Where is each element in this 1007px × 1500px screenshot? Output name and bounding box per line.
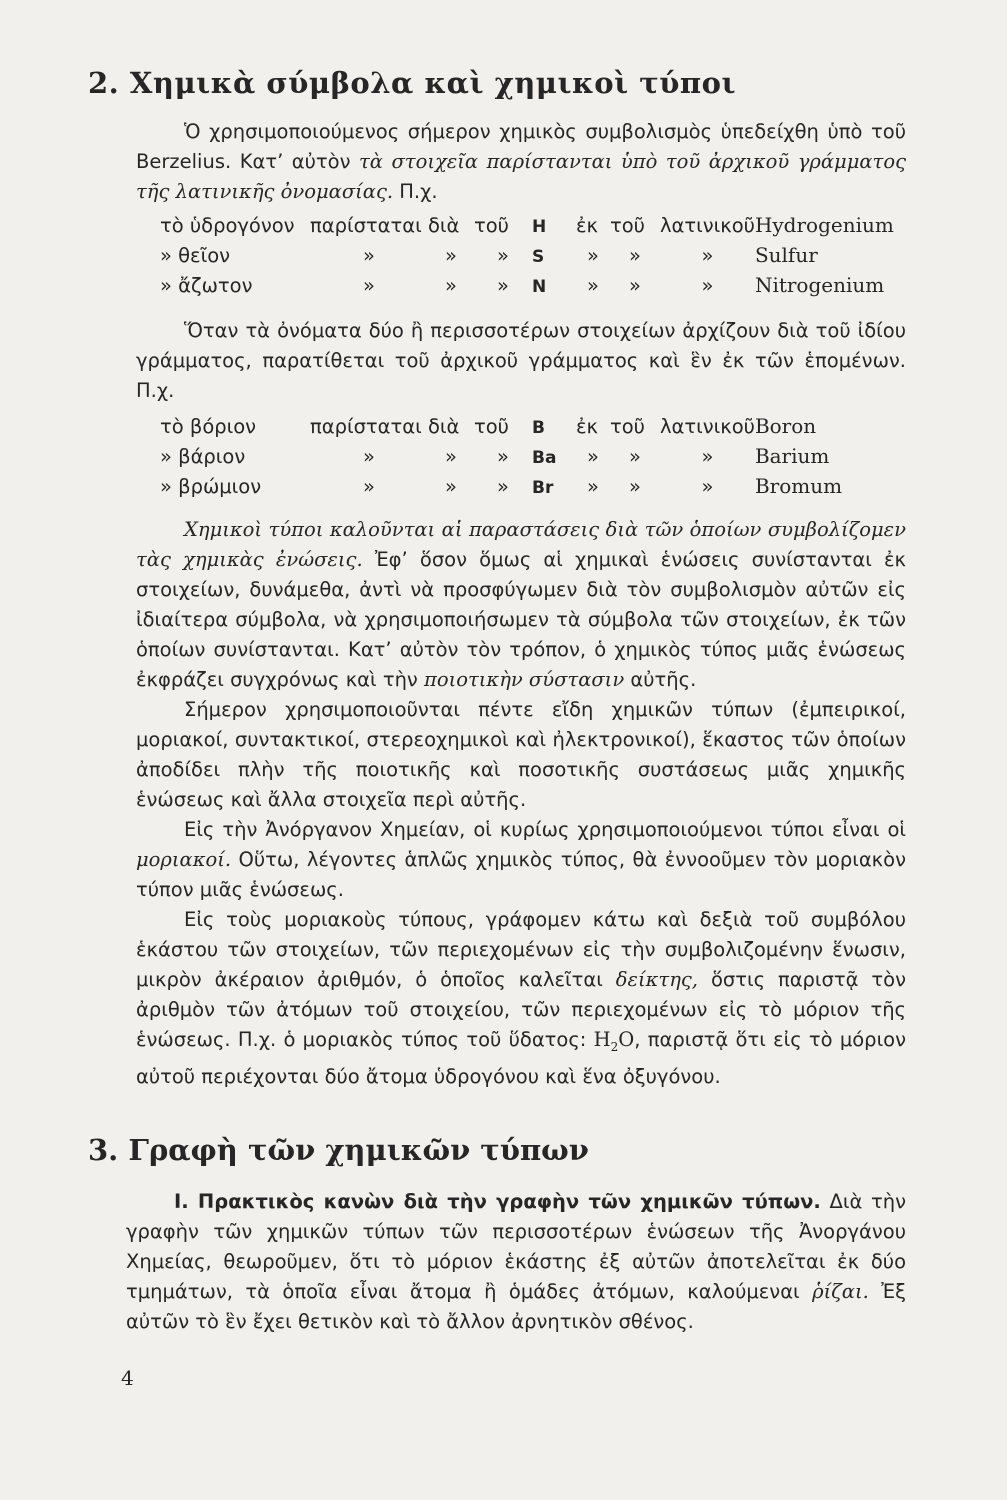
table-cell: » [629,475,641,498]
text-run: Ὁ χρησιμοποιούμενος σήμερον χημικὸς συμβολισμὸς ὑπεδείχθη ὑπὸ τοῦ Berzelius. Κατ’ αὐτὸν [136,120,906,173]
table-cell: » [587,445,599,468]
water-formula [593,1028,635,1054]
paragraph-five-types: Σήμερον χρησιμοποιοῦνται πέντε εἴδη χημικῶν τύπων (ἐμπειρικοί, μοριακοί, συντακτικοί, στερεοχημικοὶ καὶ ἠλεκτρονικοί), ἕκαστος τῶν ὁποίων ἀποδίδει πλὴν τῆς ποιοτικῆς καὶ ποσοτικῆς συστάσεως μιᾶς χημικῆς ἑνώσεως καὶ ἄλλα στοιχεῖα περὶ αὐτῆς. [136,698,906,811]
paragraph-inorganic [136,815,906,905]
table-cell: τοῦ [474,415,509,438]
symbols-table-1 [160,213,894,303]
italic-term: δείκτης, [615,968,699,991]
table-cell: » [701,244,714,267]
italic-definition: Χημικοὶ τύποι καλοῦνται αἱ παραστάσεις διὰ τῶν ὁποίων συμβολίζομεν τὰς χημικὰς ἐνώσεις. [136,518,906,571]
table-cell: » [587,274,599,297]
table-cell: » [363,445,375,468]
symbol-row [160,444,875,474]
latin-name: Barium [754,444,830,468]
italic-term: ῥίζαι. [812,1280,869,1303]
bold-rule-title: Ι. Πρακτικὸς κανὼν διὰ τὴν γραφὴν τῶν χημικῶν τύπων. [174,1190,821,1213]
table-cell: λατινικοῦ [660,214,755,237]
paragraph-text: Ὅταν τὰ ὀνόματα δύο ἢ περισσοτέρων στοιχείων ἀρχίζουν διὰ τοῦ ἰδίου γράμματος, παρατίθεται τοῦ ἀρχικοῦ γράμματος καὶ ἓν ἐκ τῶν ἑπομένων. Π.χ. [136,319,906,402]
formula-subscript: 2 [610,1039,619,1054]
italic-definition: τὰ στοιχεῖα παρίστανται ὑπὸ τοῦ ἀρχικοῦ γράμματος τῆς λατινικῆς ὀνομασίας. [136,150,906,203]
table-cell: ἐκ [576,415,599,438]
element-symbol: B [532,418,545,438]
table-cell: » [587,244,599,267]
latin-name: Hydrogenium [754,213,894,237]
symbol-row [160,414,875,444]
table-cell: » [445,274,457,297]
table-cell: » [629,244,641,267]
table-cell: » [445,475,457,498]
text-run: Διὰ τὴν γραφὴν τῶν χημικῶν τύπων τῶν περισσοτέρων ἑνώσεων τῆς Ἀνοργάνου Χημείας, θεωροῦμεν, ὅτι τὸ μόριον ἑκάστης ἐξ αὐτῶν ἀποτελεῖται ἐκ δύο τμημάτων, τὰ ὁποῖα εἶναι ἄτομα ἢ ὁμάδες ἀτόμων, καλούμεναι [126,1190,906,1303]
table-cell: τὸ ὑδρογόνον [160,214,295,237]
table-cell: » [497,445,509,468]
element-symbol: Ba [532,448,557,468]
element-symbol: H [532,217,547,237]
text-run: Εἰς τοὺς μοριακοὺς τύπους, γράφομεν κάτω καὶ δεξιὰ τοῦ συμβόλου ἑκάστου τῶν στοιχείων, τῶν περιεχομένων εἰς τὴν συμβολιζομένην ἕνωσιν, μικρὸν ἀκέραιον ἀριθμόν, ὁ ὁποῖος καλεῖται [136,908,906,991]
page-number: 4 [121,1366,134,1390]
text-run: Οὕτω, λέγοντες ἁπλῶς χημικὸς τύπος, θὰ ἐννοοῦμεν τὸν μοριακὸν τύπον μιᾶς ἑνώσεως. [136,848,906,901]
paragraph-berzelius [136,117,906,207]
symbol-row [160,273,894,303]
text-run: ὅστις παριστᾷ τὸν ἀριθμὸν τῶν ἀτόμων τοῦ στοιχείου, τῶν περιεχομένων εἰς τὸ μόριον τῆς ἑνώσεως. Π.χ. ὁ μοριακὸς τύπος τοῦ ὕδατος: [136,968,906,1051]
element-symbol: Br [532,478,554,498]
latin-name: Boron [754,414,817,438]
table-cell: » ἄζωτον [160,274,253,297]
symbol-row [160,213,894,243]
table-cell: » [445,445,457,468]
text-run: Ἐφ’ ὅσον ὅμως αἱ χημικαὶ ἑνώσεις συνίστανται ἐκ στοιχείων, δυνάμεθα, ἀντὶ νὰ προσφύγωμεν διὰ τὸν συμβολισμὸν αὐτῶν εἰς ἰδιαίτερα σύμβολα, νὰ χρησιμοποιήσωμεν τὰ σύμβολα τῶν στοιχείων, ἐκ τῶν ὁποίων συνίστανται. Κατ’ αὐτὸν τὸν τρόπον, ὁ χημικὸς τύπος μιᾶς ἑνώσεως ἐκφράζει συγχρόνως καὶ τὴν [136,548,907,691]
table-cell: » [363,244,375,267]
table-cell: διὰ [428,214,460,237]
paragraph-index [136,905,906,1092]
table-cell: » [587,475,599,498]
text-run: Π.χ. [393,180,438,203]
element-symbol: S [532,247,545,267]
table-cell: παρίσταται [310,214,422,237]
table-cell: » [629,445,641,468]
italic-term: μοριακοί. [136,848,232,871]
latin-name: Sulfur [754,243,818,267]
table-cell: διὰ [428,415,460,438]
symbol-row [160,243,894,273]
section-2-intro [136,117,906,207]
latin-name: Nitrogenium [754,273,885,297]
section-2-heading: 2. Χημικὰ σύμβολα καὶ χημικοὶ τύποι [88,66,736,100]
table-cell: ἐκ [576,214,599,237]
paragraph-practical-rule [126,1187,906,1337]
table-cell: » [445,244,457,267]
table-cell: τοῦ [474,214,509,237]
paragraph-chemical-formulas [136,515,906,695]
table-cell: » βρώμιον [160,475,262,498]
table-cell: » [629,274,641,297]
text-run: Ἐξ αὐτῶν τὸ ἓν ἔχει θετικὸν καὶ τὸ ἄλλον ἀρνητικὸν σθένος. [126,1280,906,1333]
text-run: αὐτῆς. [624,668,697,691]
table-cell: » [701,475,714,498]
table-cell: παρίσταται [310,415,422,438]
table-cell: » βάριον [160,445,246,468]
table-cell: » [701,274,714,297]
symbols-table-2 [160,414,875,504]
text-run: , παριστᾷ ὅτι εἰς τὸ μόριον αὐτοῦ περιέχονται δύο ἄτομα ὑδρογόνου καὶ ἕνα ὀξυγόνου. [136,1028,906,1088]
latin-name: Bromum [754,474,843,498]
table-cell: » [701,445,714,468]
table-cell: τοῦ [610,415,645,438]
table-cell: τὸ βόριον [160,415,257,438]
element-symbol: N [532,277,547,297]
formula-part: O [618,1028,635,1051]
symbol-row [160,474,875,504]
italic-term: ποιοτικὴν σύστασιν [424,668,625,691]
section-3-heading: 3. Γραφὴ τῶν χημικῶν τύπων [88,1133,589,1167]
table-cell: τοῦ [610,214,645,237]
section-2-body [136,515,906,1092]
text-run: Εἰς τὴν Ἀνόργανον Χημείαν, οἱ κυρίως χρησιμοποιούμενοι τύποι εἶναι οἱ [184,818,906,841]
table-cell: » [497,274,509,297]
table-cell: » [497,475,509,498]
formula-part: H [593,1028,611,1051]
table-cell: » θεῖον [160,244,231,267]
paragraph-two-letters [136,316,906,406]
table-cell: » [363,274,375,297]
section-3-body [126,1187,906,1337]
table-cell: » [497,244,509,267]
table-cell: » [363,475,375,498]
table-cell: λατινικοῦ [660,415,755,438]
